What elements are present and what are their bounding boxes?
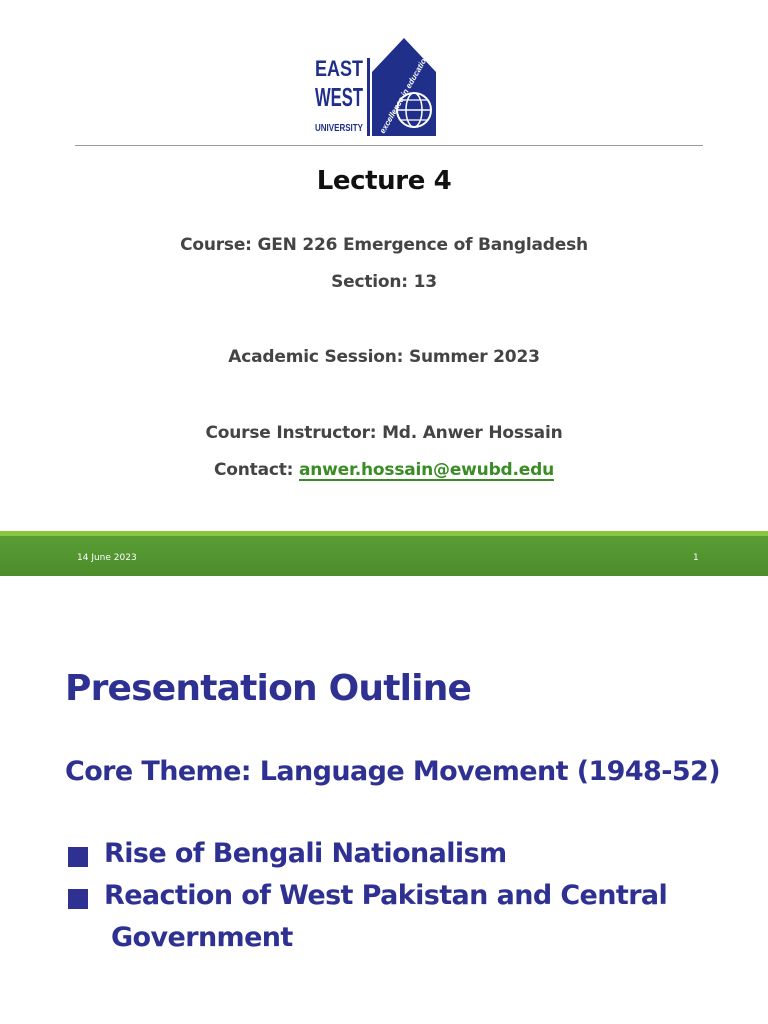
square-bullet-icon xyxy=(68,847,88,867)
section-line: Section: 13 xyxy=(331,272,437,292)
instructor-line: Course Instructor: Md. Anwer Hossain xyxy=(205,423,563,443)
lecture-title: Lecture 4 xyxy=(316,166,452,196)
title-divider xyxy=(75,145,703,146)
logo-tagline: excellence in education xyxy=(377,52,431,135)
contact-line xyxy=(0,460,768,480)
core-theme-heading: Core Theme: Language Movement (1948-52) xyxy=(65,756,720,787)
slide-footer xyxy=(0,531,768,576)
east-west-university-logo xyxy=(314,36,454,136)
logo-word-west: WEST xyxy=(315,82,364,112)
logo-word-university: UNIVERSITY xyxy=(315,123,364,134)
bullet-text: Reaction of West Pakistan and Central xyxy=(104,880,668,911)
footer-date: 14 June 2023 xyxy=(77,553,137,563)
contact-email-link[interactable]: anwer.hossain@ewubd.edu xyxy=(299,460,554,480)
square-bullet-icon xyxy=(68,889,88,909)
session-line: Academic Session: Summer 2023 xyxy=(228,347,540,367)
bullet-text-continuation: Government xyxy=(111,922,293,953)
contact-label: Contact: xyxy=(214,460,294,480)
course-line: Course: GEN 226 Emergence of Bangladesh xyxy=(180,235,588,255)
logo-word-east: EAST xyxy=(315,56,364,81)
footer-bar xyxy=(0,536,768,576)
outline-slide xyxy=(0,576,768,1024)
bullet-text: Rise of Bengali Nationalism xyxy=(104,838,507,869)
outline-title: Presentation Outline xyxy=(65,668,472,709)
footer-page-number: 1 xyxy=(693,553,699,563)
logo-divider xyxy=(367,58,370,136)
